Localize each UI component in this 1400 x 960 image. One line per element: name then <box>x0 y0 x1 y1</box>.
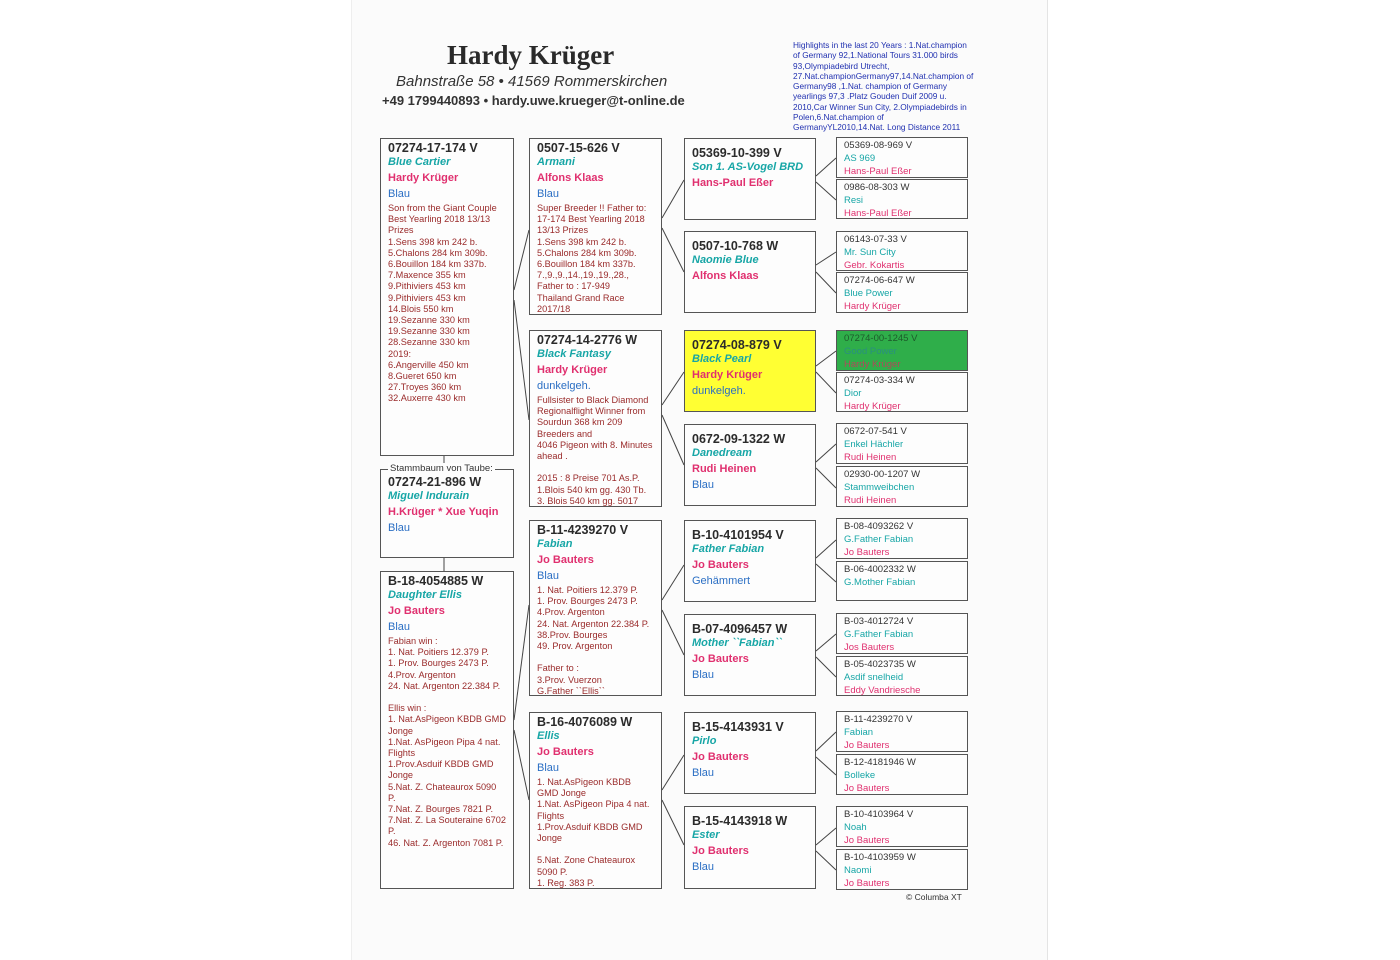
ring-number: 07274-06-647 W <box>844 275 915 286</box>
pigeon-name: Naomi <box>844 865 872 876</box>
pigeon-name: Asdif snelheid <box>844 672 904 683</box>
breeder: Jo Bauters <box>692 653 749 665</box>
gen4-card-5-highlighted <box>836 330 968 371</box>
breeder: Jo Bauters <box>388 605 445 617</box>
description: Super Breeder !! Father to: 17-174 Best Yearling 2018 13/13 Prizes 1.Sens 398 km 242 b. 5.Chalons 284 km 309b. 6.Bouillon 184 km 337b. 7.,9.,9.,14.,19.,19.,28., Father to : 17-949 Thailand Grand Race 2017/18 <box>537 203 647 314</box>
pigeon-name: Mr. Sun City <box>844 247 896 258</box>
breeder: Jo Bauters <box>844 547 890 558</box>
gen3-card-2 <box>684 231 816 313</box>
pigeon-name: Stammweibchen <box>844 482 915 493</box>
breeder: Jos Bauters <box>844 642 895 653</box>
ring-number: 0507-15-626 V <box>537 141 620 155</box>
ring-number: 06143-07-33 V <box>844 234 907 245</box>
pigeon-name: G.Father Fabian <box>844 629 914 640</box>
color: Gehämmert <box>692 575 751 587</box>
pigeon-name: Daughter Ellis <box>388 589 462 601</box>
gen4-card-14 <box>836 754 968 795</box>
breeder: Hardy Krüger <box>692 369 763 381</box>
ring-number: 07274-21-896 W <box>388 475 482 489</box>
color: Blau <box>692 767 715 779</box>
ring-number: 07274-00-1245 V <box>844 333 918 344</box>
pigeon-name: Black Fantasy <box>537 348 611 360</box>
color: Blau <box>537 762 560 774</box>
breeder: Jo Bauters <box>537 746 594 758</box>
gen4-card-9 <box>836 518 968 559</box>
color: Blau <box>537 188 560 200</box>
breeder-contact: +49 1799440893 • hardy.uwe.krueger@t-online.de <box>382 93 685 108</box>
gen4-card-2 <box>836 179 968 219</box>
color: Blau <box>692 669 715 681</box>
breeder: Hardy Krüger <box>844 359 901 370</box>
gen4-card-4 <box>836 272 968 313</box>
breeder: Jo Bauters <box>692 559 749 571</box>
breeder-address: Bahnstraße 58 • 41569 Rommerskirchen <box>396 73 668 90</box>
ring-number: B-11-4239270 V <box>844 714 913 725</box>
breeder: Jo Bauters <box>844 740 890 751</box>
highlights-text: Highlights in the last 20 Years : 1.Nat.champion of Germany 92,1.National Tours 31.000 birds 93,Olympiadebird Utrecht, 27.Nat.championGermany97,14.Nat.champion of Germany98 ,1.Nat. champion of Germany yearlings 97,3 .Platz Gouden Duif 2009 u. 2010,Car Winner Sun City, 2.Olympiadebirds in Polen,6.Nat.champion of GermanyYL2010,14.Nat. Long Distance 2011 <box>793 40 974 133</box>
breeder: Jo Bauters <box>844 878 890 889</box>
breeder: Hardy Krüger <box>537 364 608 376</box>
subject-pigeon-card <box>380 138 514 456</box>
description: 1. Nat. Poitiers 12.379 P. 1. Prov. Bourges 2473 P. 4.Prov. Argenton 24. Nat. Argenton 22.384 P. 38.Prov. Bourges 49. Prov. Argenton Father to : 3.Prov. Vuerzon G.Father ``Ellis`` <box>537 585 650 696</box>
ring-number: 02930-00-1207 W <box>844 469 921 480</box>
pigeon-name: Noah <box>844 822 867 833</box>
breeder-name-title: Hardy Krüger <box>447 40 615 70</box>
pigeon-name: Father Fabian <box>692 543 765 555</box>
gen4-card-10 <box>836 561 968 601</box>
ring-number: 07274-14-2776 W <box>537 333 638 347</box>
pigeon-name: Fabian <box>844 727 874 738</box>
color: Blau <box>388 621 411 633</box>
gen3-card-1 <box>684 138 816 220</box>
gen4-card-1 <box>836 137 968 178</box>
pigeon-name: G.Father Fabian <box>844 534 914 545</box>
copyright-footer: © Columba XT <box>906 892 962 902</box>
gen3-card-5 <box>684 520 816 602</box>
ring-number: B-11-4239270 V <box>537 523 629 537</box>
gen2-card-dam <box>529 330 662 507</box>
breeder: H.Krüger * Xue Yuqin <box>388 506 499 518</box>
breeder: Eddy Vandriesche <box>844 685 921 696</box>
pigeon-name: Blue Power <box>844 288 893 299</box>
gen4-card-6 <box>836 372 968 412</box>
ring-number: 05369-10-399 V <box>692 146 782 160</box>
breeder: Jo Bauters <box>692 751 749 763</box>
ring-number: 07274-08-879 V <box>692 338 782 352</box>
description: Son from the Giant Couple Best Yearling 2018 13/13 Prizes 1.Sens 398 km 242 b. 5.Chalons 284 km 309b. 6.Bouillon 184 km 337b. 7.Maxence 355 km 9.Pithiviers 453 km 9.Pithiviers 453 km 14.Blois 550 km 19.Sezanne 330 km 19.Sezanne 330 km 28.Sezanne 330 km 2019: 6.Angerville 450 km 8.Gueret 650 km 27.Troyes 360 km 32.Auxerre 430 km <box>388 203 497 404</box>
gen3-card-3-highlighted <box>684 330 816 412</box>
pigeon-name: Blue Cartier <box>388 156 451 168</box>
color: Blau <box>692 479 715 491</box>
breeder: Jo Bauters <box>537 554 594 566</box>
pigeon-name: Good Power <box>844 346 897 357</box>
description: Fabian win : 1. Nat. Poitiers 12.379 P. 1. Prov. Bourges 2473 P. 4.Prov. Argenton 24. Nat. Argenton 22.384 P. Ellis win : 1. Nat.AsPigeon KBDB GMD Jonge 1.Nat. AsPigeon Pipa 4 nat. Flights 1.Prov.Asduif KBDB GMD Jonge 5.Nat. Z. Chateaurox 5090 P. 7.Nat. Z. Bourges 7821 P. 7.Nat. Z. La Souteraine 6702 P. 46. Nat. Z. Argenton 7081 P. <box>388 636 506 848</box>
ring-number: B-15-4143918 W <box>692 814 788 828</box>
ring-number: 07274-17-174 V <box>388 141 478 155</box>
ring-number: 0672-07-541 V <box>844 426 907 437</box>
breeder: Hans-Paul Eßer <box>844 166 912 177</box>
ring-number: B-05-4023735 W <box>844 659 916 670</box>
breeder: Hardy Krüger <box>388 172 459 184</box>
ring-number: B-15-4143931 V <box>692 720 784 734</box>
gen2-card-mate-sire <box>529 520 662 696</box>
dam-pedigree-card <box>380 469 514 558</box>
ring-number: B-16-4076089 W <box>537 715 633 729</box>
pigeon-name: Resi <box>844 195 864 206</box>
gen4-card-16 <box>836 849 968 890</box>
ring-number: B-10-4103964 V <box>844 809 914 820</box>
gen4-card-8 <box>836 466 968 507</box>
ring-number: B-10-4101954 V <box>692 528 784 542</box>
pigeon-name: Son 1. AS-Vogel BRD <box>692 161 804 173</box>
gen4-card-15 <box>836 806 968 847</box>
breeder: Hans-Paul Eßer <box>692 177 774 189</box>
breeder: Rudi Heinen <box>844 495 897 506</box>
breeder: Alfons Klaas <box>537 172 604 184</box>
pigeon-name: Dior <box>844 388 862 399</box>
ring-number: 05369-08-969 V <box>844 140 913 151</box>
ring-number: B-12-4181946 W <box>844 757 916 768</box>
color: dunkelgeh. <box>537 380 591 392</box>
color: Blau <box>537 570 560 582</box>
gen3-card-7 <box>684 712 816 794</box>
pigeon-name: Enkel Hächler <box>844 439 904 450</box>
gen3-card-8 <box>684 806 816 889</box>
gen4-card-13 <box>836 711 968 752</box>
ring-number: B-03-4012724 V <box>844 616 914 627</box>
ring-number: B-18-4054885 W <box>388 574 484 588</box>
ring-number: 07274-03-334 W <box>844 375 915 386</box>
description: 1. Nat.AsPigeon KBDB GMD Jonge 1.Nat. AsPigeon Pipa 4 nat. Flights 1.Prov.Asduif KBDB GMD Jonge 5.Nat. Zone Chateaurox 5090 P. 1. Reg. 383 P. <box>537 777 650 888</box>
ring-number: B-07-4096457 W <box>692 622 788 636</box>
pigeon-name: Pirlo <box>692 735 717 747</box>
color: Blau <box>388 522 411 534</box>
gen2-card-mate-dam <box>529 712 662 889</box>
pigeon-name: G.Mother Fabian <box>844 577 916 588</box>
breeder: Hardy Krüger <box>844 301 901 312</box>
pigeon-name: Black Pearl <box>692 353 752 365</box>
gen3-card-4 <box>684 424 816 506</box>
ring-number: B-08-4093262 V <box>844 521 914 532</box>
breeder: Rudi Heinen <box>844 452 897 463</box>
pigeon-name: Mother ``Fabian`` <box>692 637 782 649</box>
pigeon-name: Naomie Blue <box>692 254 759 266</box>
breeder: Hardy Krüger <box>844 401 901 412</box>
ring-number: 0986-08-303 W <box>844 182 910 193</box>
breeder: Jo Bauters <box>844 835 890 846</box>
gen2-card-sire <box>529 138 662 315</box>
gen4-card-7 <box>836 423 968 464</box>
pigeon-name: Bolleke <box>844 770 876 781</box>
pigeon-name: Fabian <box>537 538 573 550</box>
breeder: Hans-Paul Eßer <box>844 208 912 219</box>
ring-number: 0507-10-768 W <box>692 239 779 253</box>
description: Fullsister to Black Diamond Regionalflight Winner from Sourdun 368 km 209 Breeders and 4046 Pigeon with 8. Minutes ahead . 2015 : 8 Preise 701 As.P. 1.Blois 540 km gg. 430 Tb. 3. Blois 540 km gg. 5017 <box>537 395 653 506</box>
color: dunkelgeh. <box>692 385 746 397</box>
color: Blau <box>388 188 411 200</box>
gen3-card-6 <box>684 614 816 696</box>
color: Blau <box>692 861 715 873</box>
ring-number: 0672-09-1322 W <box>692 432 786 446</box>
breeder: Jo Bauters <box>692 845 749 857</box>
breeder: Jo Bauters <box>844 783 890 794</box>
breeder: Alfons Klaas <box>692 270 759 282</box>
pigeon-name: Ester <box>692 829 720 841</box>
ring-number: B-10-4103959 W <box>844 852 916 863</box>
breeder: Gebr. Kokartis <box>844 260 905 271</box>
pigeon-name: AS 969 <box>844 153 876 164</box>
dam-pedigree-label: Stammbaum von Taube: <box>390 463 493 474</box>
breeder: Rudi Heinen <box>692 463 757 475</box>
gen4-card-11 <box>836 613 968 654</box>
ring-number: B-06-4002332 W <box>844 564 916 575</box>
gen4-card-12 <box>836 656 968 696</box>
pigeon-name: Miguel Indurain <box>388 490 470 502</box>
pigeon-name: Ellis <box>537 730 560 742</box>
pigeon-name: Armani <box>537 156 575 168</box>
mate-pigeon-card <box>380 571 514 889</box>
gen4-card-3 <box>836 231 968 271</box>
pigeon-name: Danedream <box>692 447 752 459</box>
